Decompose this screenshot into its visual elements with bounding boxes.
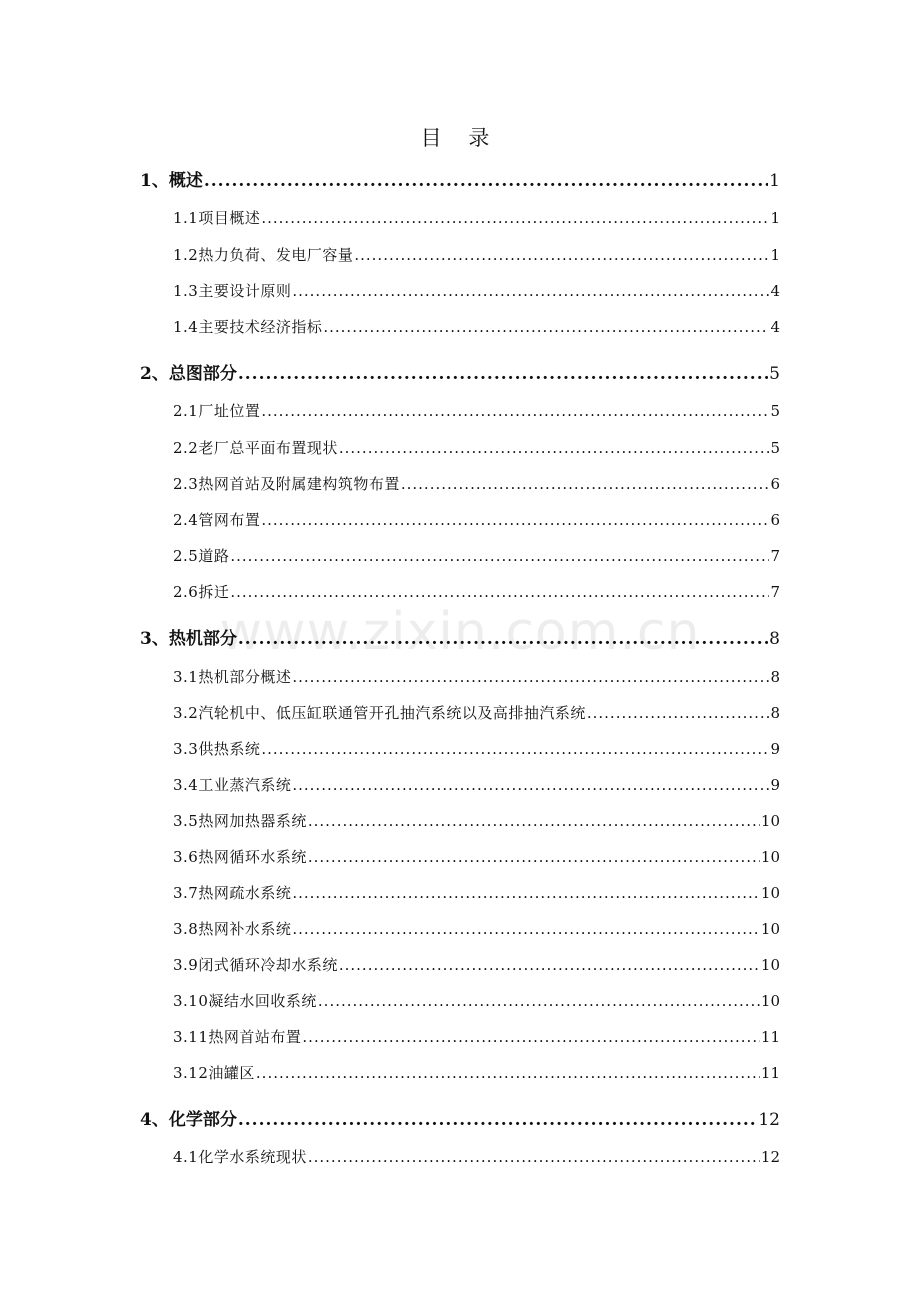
toc-dot-leader xyxy=(292,668,769,686)
toc-page-number: 6 xyxy=(770,511,780,529)
toc-page-number: 5 xyxy=(769,364,780,384)
toc-entry-label: 4、化学部分 xyxy=(140,1110,237,1130)
toc-chapter-entry[interactable] xyxy=(140,624,780,649)
toc-dot-leader xyxy=(318,992,760,1010)
toc-dot-leader xyxy=(302,1028,760,1046)
toc-dot-leader xyxy=(256,1064,760,1082)
toc-section-entry[interactable] xyxy=(173,774,780,795)
toc-section-entry[interactable] xyxy=(173,280,780,301)
toc-dot-leader xyxy=(261,511,769,529)
toc-page-number: 9 xyxy=(770,776,780,794)
toc-dot-leader xyxy=(230,583,769,601)
toc-page-number: 10 xyxy=(760,956,780,974)
toc-entry-label: 4.1化学水系统现状 xyxy=(173,1148,307,1166)
toc-page-number: 8 xyxy=(769,629,780,649)
toc-dot-leader xyxy=(354,246,769,264)
toc-section-entry[interactable] xyxy=(173,846,780,867)
toc-dot-leader xyxy=(204,171,768,191)
toc-dot-leader xyxy=(587,704,770,722)
toc-entry-label: 2.3热网首站及附属建构筑物布置 xyxy=(173,475,400,493)
toc-section-entry[interactable] xyxy=(173,738,780,759)
toc-section-entry[interactable] xyxy=(173,954,780,975)
toc-entry-label: 3.5热网加热器系统 xyxy=(173,812,307,830)
toc-section-entry[interactable] xyxy=(173,400,780,421)
toc-page-number: 8 xyxy=(770,668,780,686)
toc-page-number: 7 xyxy=(770,583,780,601)
toc-dot-leader xyxy=(308,848,760,866)
toc-section-entry[interactable] xyxy=(173,918,780,939)
toc-title: 目 录 xyxy=(420,126,500,150)
toc-section-entry[interactable] xyxy=(173,437,780,458)
toc-dot-leader xyxy=(238,629,768,649)
toc-page-number: 1 xyxy=(769,171,780,191)
toc-section-entry[interactable] xyxy=(173,509,780,530)
toc-entry-label: 1.2热力负荷、发电厂容量 xyxy=(173,246,354,264)
toc-entry-label: 3.7热网疏水系统 xyxy=(173,884,292,902)
toc-entry-label: 3.12油罐区 xyxy=(173,1064,255,1082)
toc-entry-label: 2.6拆迁 xyxy=(173,583,230,601)
toc-page-number: 12 xyxy=(760,1148,780,1166)
toc-dot-leader xyxy=(261,740,769,758)
toc-entry-label: 1.4主要技术经济指标 xyxy=(173,318,323,336)
toc-entry-label: 3、热机部分 xyxy=(140,629,237,649)
toc-page-number: 9 xyxy=(770,740,780,758)
toc-section-entry[interactable] xyxy=(173,581,780,602)
toc-page-number: 10 xyxy=(760,884,780,902)
toc-section-entry[interactable] xyxy=(173,666,780,687)
toc-page-number: 10 xyxy=(760,812,780,830)
toc-entry-label: 3.9闭式循环冷却水系统 xyxy=(173,956,338,974)
toc-section-entry[interactable] xyxy=(173,810,780,831)
toc-page-number: 5 xyxy=(770,402,780,420)
toc-dot-leader xyxy=(238,1110,758,1130)
watermark: www.zixin.com.cn xyxy=(219,602,701,662)
toc-section-entry[interactable] xyxy=(173,473,780,494)
toc-section-entry[interactable] xyxy=(173,1026,780,1047)
toc-page-number: 7 xyxy=(770,547,780,565)
toc-section-entry[interactable] xyxy=(173,702,780,723)
toc-entry-label: 3.4工业蒸汽系统 xyxy=(173,776,292,794)
toc-entry-label: 2.4管网布置 xyxy=(173,511,261,529)
toc-page-number: 4 xyxy=(770,282,780,300)
toc-page-number: 11 xyxy=(760,1064,780,1082)
toc-entry-label: 3.8热网补水系统 xyxy=(173,920,292,938)
toc-page-number: 10 xyxy=(760,848,780,866)
toc-dot-leader xyxy=(292,776,769,794)
toc-dot-leader xyxy=(292,920,760,938)
toc-chapter-entry[interactable] xyxy=(140,166,780,191)
toc-entry-label: 3.3供热系统 xyxy=(173,740,261,758)
toc-entry-label: 2.1厂址位置 xyxy=(173,402,261,420)
toc-dot-leader xyxy=(339,439,770,457)
toc-dot-leader xyxy=(323,318,769,336)
toc-dot-leader xyxy=(230,547,769,565)
toc-section-entry[interactable] xyxy=(173,244,780,265)
toc-page-number: 8 xyxy=(770,704,780,722)
toc-section-entry[interactable] xyxy=(173,1146,780,1167)
toc-entry-label: 1.3主要设计原则 xyxy=(173,282,292,300)
toc-section-entry[interactable] xyxy=(173,316,780,337)
toc-page-number: 10 xyxy=(760,992,780,1010)
toc-entry-label: 3.1热机部分概述 xyxy=(173,668,292,686)
toc-entry-label: 3.10凝结水回收系统 xyxy=(173,992,317,1010)
toc-chapter-entry[interactable] xyxy=(140,359,780,384)
toc-entry-label: 3.2汽轮机中、低压缸联通管开孔抽汽系统以及高排抽汽系统 xyxy=(173,704,586,722)
toc-entry-label: 2.2老厂总平面布置现状 xyxy=(173,439,338,457)
toc-dot-leader xyxy=(308,1148,760,1166)
toc-entry-label: 2.5道路 xyxy=(173,547,230,565)
toc-section-entry[interactable] xyxy=(173,1062,780,1083)
toc-page-number: 6 xyxy=(770,475,780,493)
toc-entry-label: 1、概述 xyxy=(140,171,203,191)
toc-chapter-entry[interactable] xyxy=(140,1105,780,1130)
toc-dot-leader xyxy=(401,475,770,493)
toc-section-entry[interactable] xyxy=(173,545,780,566)
toc-page-number: 4 xyxy=(770,318,780,336)
toc-section-entry[interactable] xyxy=(173,882,780,903)
toc-dot-leader xyxy=(339,956,760,974)
toc-dot-leader xyxy=(238,364,768,384)
toc-entry-label: 1.1项目概述 xyxy=(173,209,261,227)
toc-entry-label: 2、总图部分 xyxy=(140,364,237,384)
toc-page-number: 1 xyxy=(770,209,780,227)
toc-entry-label: 3.6热网循环水系统 xyxy=(173,848,307,866)
toc-page-number: 10 xyxy=(760,920,780,938)
toc-dot-leader xyxy=(292,282,769,300)
toc-page-number: 12 xyxy=(758,1110,780,1130)
toc-dot-leader xyxy=(292,884,760,902)
toc-entry-label: 3.11热网首站布置 xyxy=(173,1028,302,1046)
toc-dot-leader xyxy=(261,402,769,420)
toc-page-number: 11 xyxy=(760,1028,780,1046)
toc-dot-leader xyxy=(261,209,769,227)
toc-page-number: 5 xyxy=(770,439,780,457)
toc-page-number: 1 xyxy=(770,246,780,264)
toc-section-entry[interactable] xyxy=(173,207,780,228)
toc-section-entry[interactable] xyxy=(173,990,780,1011)
toc-dot-leader xyxy=(308,812,760,830)
